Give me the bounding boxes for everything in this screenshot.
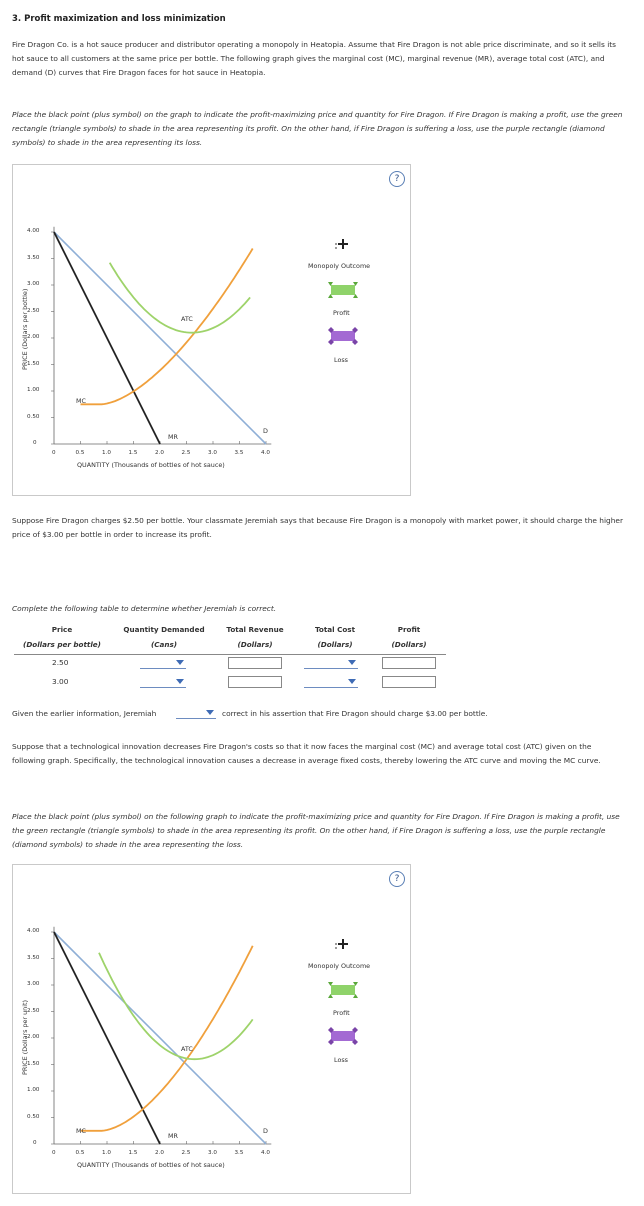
x-tick-label: 3.5 (234, 450, 244, 456)
assertion-suffix: correct in his assertion that Fire Dragon should charge $3.00 per bottle. (222, 709, 488, 718)
y-tick-label: 1.00 (27, 387, 40, 393)
x-tick-label: 3.5 (234, 1150, 244, 1156)
graph2-mr-label: MR (168, 1132, 178, 1140)
y-tick-label: 2.50 (27, 307, 40, 314)
row1-revenue-input[interactable] (228, 657, 282, 669)
th-quantity-unit: (Cans) (150, 640, 178, 649)
graph2-panel (12, 864, 411, 1194)
x-tick-label: 4.0 (261, 450, 270, 456)
row2-profit-input[interactable] (382, 676, 436, 688)
y-tick-label: 3.00 (27, 281, 40, 287)
demand-curve (54, 932, 266, 1144)
graph1-d-label: D (263, 427, 268, 435)
x-tick-label: 3.0 (208, 1150, 217, 1156)
table-header-rule (14, 654, 446, 655)
question-title: 3. Profit maximization and loss minimization (12, 14, 226, 24)
row2-price: 3.00 (52, 677, 69, 686)
x-tick-label: 4.0 (261, 1150, 270, 1156)
y-tick-label: 0 (33, 440, 37, 446)
innovation-text: Suppose that a technological innovation decreases Fire Dragon's costs so that it now faces the marginal cost (MC) and average total cost (ATC) given on the following graph. Specifically, the technological innovation causes a decrease in average fixed costs, thereby lowering the ATC curve and moving the MC curve. (12, 742, 601, 765)
y-tick-label: 1.50 (27, 1060, 40, 1067)
graph1-atc-label: ATC (181, 315, 193, 323)
th-price: Price (51, 625, 73, 634)
scenario-text: Suppose Fire Dragon charges $2.50 per bottle. Your classmate Jeremiah says that because Fire Dragon is a monopoly with market power, it should charge the higher price of $3.00 per bottle in order to increase its profit. (12, 516, 623, 539)
atc-curve (99, 953, 253, 1059)
graph1-monopoly-point-tool[interactable] (329, 237, 357, 251)
x-tick-label: 0.5 (75, 450, 85, 456)
graph1-mc-label: MC (76, 397, 86, 405)
th-revenue: Total Revenue (226, 625, 284, 634)
graph1-help-icon[interactable]: ? (389, 171, 405, 187)
y-tick-label: 3.50 (27, 954, 40, 961)
y-tick-label: 1.50 (27, 360, 40, 367)
graph2-loss-tool[interactable] (327, 1027, 359, 1045)
graph1-profit-label: Profit (333, 309, 350, 317)
y-tick-label: 0.50 (27, 1113, 40, 1120)
graph2-mc-label: MC (76, 1127, 86, 1135)
x-tick-label: 1.5 (128, 1150, 138, 1156)
row1-quantity-dropdown[interactable] (140, 658, 186, 669)
y-tick-label: 4.00 (27, 228, 40, 234)
assertion-prefix: Given the earlier information, Jeremiah (12, 709, 157, 718)
y-tick-label: 2.00 (27, 1034, 40, 1040)
graph2-loss-label: Loss (334, 1056, 349, 1064)
graph2-profit-label: Profit (333, 1009, 350, 1017)
x-tick-label: 1.5 (128, 450, 138, 456)
y-tick-label: 2.50 (27, 1007, 40, 1014)
x-tick-label: 2.0 (155, 1150, 164, 1156)
th-cost-unit: (Dollars) (317, 640, 353, 649)
x-tick-label: 2.0 (155, 450, 164, 456)
mr-curve (54, 932, 160, 1144)
x-tick-label: 3.0 (208, 450, 217, 456)
table-instruction: Complete the following table to determine whether Jeremiah is correct. (12, 604, 277, 613)
row1-profit-input[interactable] (382, 657, 436, 669)
y-tick-label: 0.50 (27, 413, 40, 420)
mr-curve (54, 232, 160, 444)
graph2-instruction: Place the black point (plus symbol) on the following graph to indicate the profit-maximizing price and quantity for Fire Dragon. If Fire Dragon is making a profit, use the green rectangle (triangle symbols) to shade in the area representing its profit. On the other hand, if Fire Dragon is suffering a loss, use the purple rectangle (diamond symbols) to shade in the area representing the loss. (12, 812, 620, 849)
y-tick-label: 1.00 (27, 1087, 40, 1093)
th-quantity: Quantity Demanded (123, 625, 205, 634)
th-price-unit: (Dollars per bottle) (23, 640, 101, 649)
x-tick-label: 2.5 (181, 1150, 191, 1156)
row1-cost-dropdown[interactable] (304, 658, 358, 669)
chevron-down-icon (176, 660, 184, 665)
x-tick-label: 0.5 (75, 1150, 85, 1156)
chevron-down-icon (206, 710, 214, 715)
graph1-panel (12, 164, 411, 496)
graph1-x-axis-label: QUANTITY (Thousands of bottles of hot sauce) (77, 461, 225, 469)
y-tick-label: 4.00 (27, 928, 40, 934)
y-tick-label: 2.00 (27, 334, 40, 340)
axes (54, 227, 271, 444)
row1-price: 2.50 (52, 658, 69, 667)
intro-text: Fire Dragon Co. is a hot sauce producer and distributor operating a monopoly in Heatopia. Assume that Fire Dragon is not able price discriminate, and so it sells its hot sauce to all customers at the same price per bottle. The following graph gives the marginal cost (MC), marginal revenue (MR), average total cost (ATC), and demand (D) curves that Fire Dragon faces for hot sauce in Heatopia. (12, 40, 616, 77)
chevron-down-icon (348, 660, 356, 665)
row2-quantity-dropdown[interactable] (140, 677, 186, 688)
y-tick-label: 3.50 (27, 254, 40, 261)
atc-curve (110, 263, 250, 333)
graph2-y-axis-label: PRICE (Dollars per unit) (21, 999, 29, 1075)
graph2-profit-tool[interactable] (327, 981, 359, 999)
graph1-loss-tool[interactable] (327, 327, 359, 345)
graph2-atc-label: ATC (181, 1045, 193, 1053)
th-profit: Profit (397, 625, 421, 634)
chevron-down-icon (176, 679, 184, 684)
graph1-monopoly-label: Monopoly Outcome (308, 262, 371, 270)
graph2-d-label: D (263, 1127, 268, 1135)
th-profit-unit: (Dollars) (391, 640, 427, 649)
graph2-x-axis-label: QUANTITY (Thousands of bottles of hot sauce) (77, 1161, 225, 1169)
chevron-down-icon (348, 679, 356, 684)
x-tick-label: 2.5 (181, 450, 191, 456)
graph2-monopoly-point-tool[interactable] (329, 937, 357, 951)
x-tick-label: 0 (52, 1150, 56, 1156)
x-tick-label: 1.0 (102, 1150, 111, 1156)
y-tick-label: 0 (33, 1140, 37, 1146)
th-revenue-unit: (Dollars) (237, 640, 273, 649)
graph1-loss-label: Loss (334, 356, 349, 364)
x-tick-label: 1.0 (102, 450, 111, 456)
graph2-monopoly-label: Monopoly Outcome (308, 962, 371, 970)
graph1-y-axis-label: PRICE (Dollars per bottle) (21, 288, 29, 370)
demand-curve (54, 232, 266, 444)
graph1-mr-label: MR (168, 433, 178, 441)
graph1-instruction: Place the black point (plus symbol) on the graph to indicate the profit-maximizing price and quantity for Fire Dragon. If Fire Dragon is making a profit, use the green rectangle (triangle symbols) to shade in the area representing its profit. On the other hand, if Fire Dragon is suffering a loss, use the purple rectangle (diamond symbols) to shade in the area representing its loss. (12, 110, 623, 147)
row2-cost-dropdown[interactable] (304, 677, 358, 688)
x-tick-label: 0 (52, 450, 56, 456)
y-tick-label: 3.00 (27, 981, 40, 987)
row2-revenue-input[interactable] (228, 676, 282, 688)
graph2-help-icon[interactable]: ? (389, 871, 405, 887)
th-cost: Total Cost (314, 625, 356, 634)
graph1-profit-tool[interactable] (327, 281, 359, 299)
assertion-dropdown[interactable] (176, 708, 216, 719)
